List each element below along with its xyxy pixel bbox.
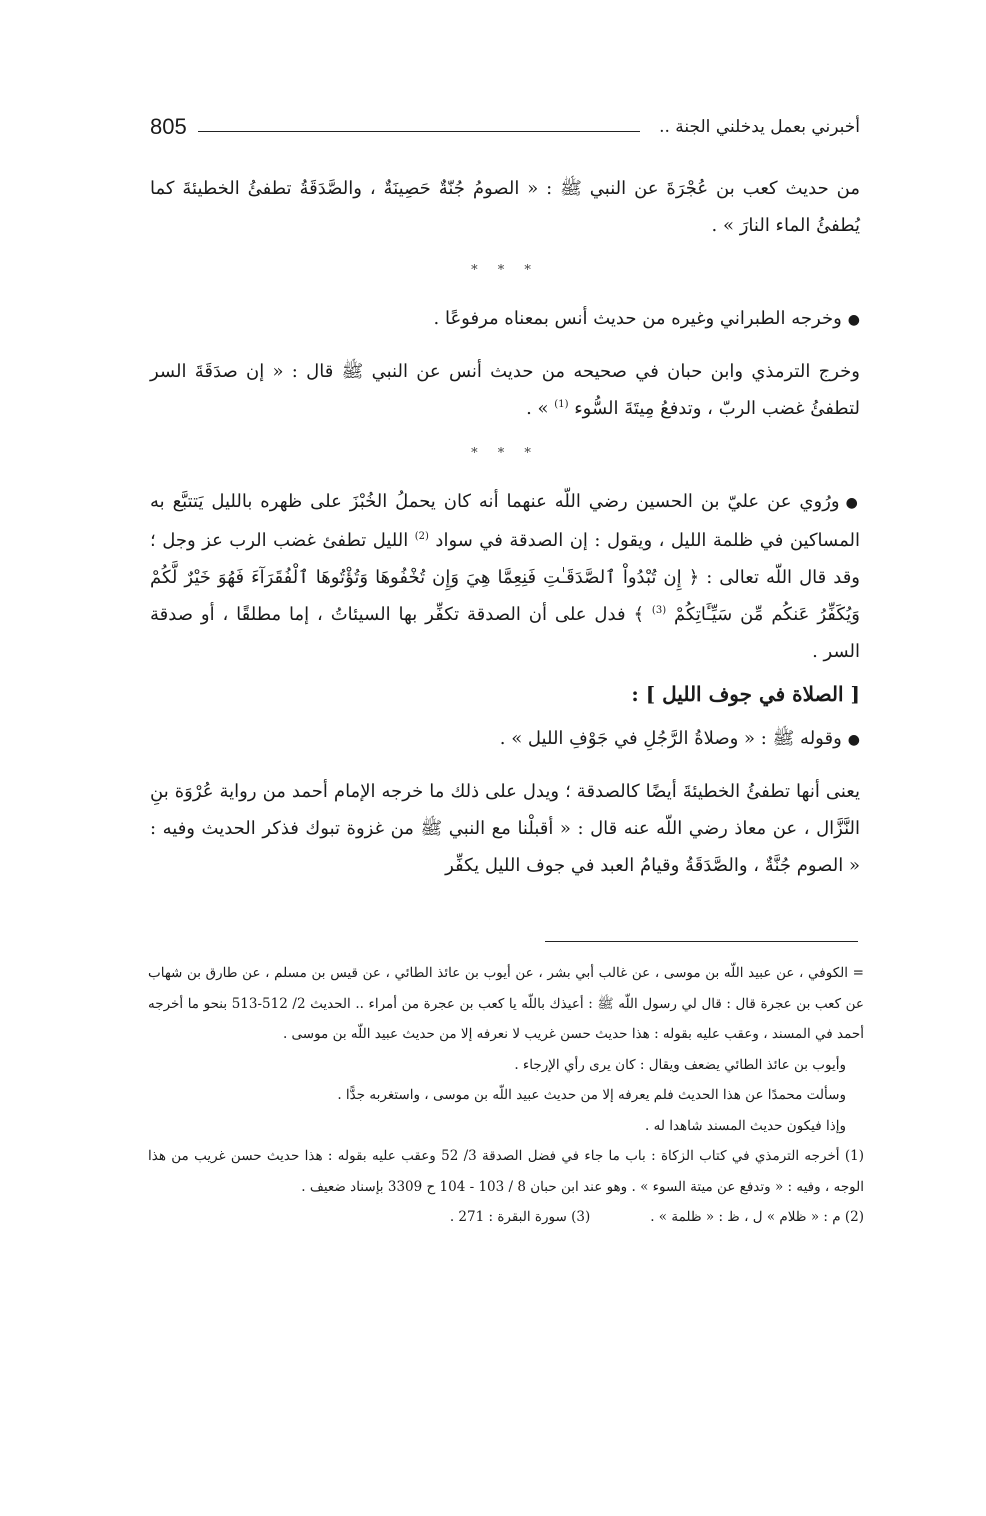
page-number: 805 [150,114,187,139]
page-header [150,112,860,142]
footnote-continuation: = الكوفي ، عن عبيد اللّه بن موسى ، عن غالب أبي بشر ، عن أيوب بن عائذ الطائي ، عن قيس بن مسلم ، عن طارق بن شهاب عن كعب بن عجرة قال : قال لي رسول اللّه ﷺ : أعيذك باللّه يا كعب بن عجرة من أمراء .. الحديث 2/ 512-513 بنحو ما أخرجه أحمد في المسند ، وعقب عليه بقوله : هذا حديث حسن غريب لا نعرفه إلا من حديث عبيد اللّه بن موسى . [148,965,864,1042]
footnote-continuation-4: وإذا فيكون حديث المسند شاهدا له . [645,1117,846,1134]
running-title: أخبرني بعمل يدخلني الجنة .. [659,117,860,137]
footnote-1: (1) أخرجه الترمذي في كتاب الزكاة : باب ما جاء في فضل الصدقة 3/ 52 وعقب عليه بقوله : هذا حديث حسن غريب من هذا الوجه ، وفيه : « وتدفع عن ميتة السوء » . وهو عند ابن حبان 8 / 103 - 104 ح 3309 بإسناد ضعيف . [148,1148,864,1195]
paragraph-5 [150,720,860,759]
paragraph-3-text-b: » . [526,398,549,419]
footnote-row [148,1202,864,1233]
footnote-rule [545,941,858,942]
bullet-icon: ● [847,312,860,328]
paragraph-3-text-a: وخرج الترمذي وابن حبان في صحيحه من حديث أنس عن النبي ﷺ قال : « إن صدَقَةَ السر لتطفئُ غضب الربّ ، وتدفعُ مِيتَةَ السُّوء [150,361,860,419]
paragraph-4-text-c: ﴾ فدل على أن الصدقة تكفِّر بها السيئاتُ ، إما مطلقًا ، أو صدقة السر . [150,604,860,662]
paragraph-5-text: وقوله ﷺ : « وصلاةُ الرَّجُلِ في جَوْفِ الليل » . [499,728,842,749]
footnote-continuation-2: وأيوب بن عائذ الطائي يضعف ويقال : كان يرى رأي الإرجاء . [514,1056,846,1073]
bullet-icon: ● [847,732,860,748]
header-rule [198,131,640,132]
paragraph-4-text-a: ورُوي عن عليّ بن الحسين رضي اللّه عنهما أنه كان يحملُ الخُبْزَ على ظهره بالليل يَتتبَّع به المساكين في ظلمة الليل ، ويقول : إن الصدقة في سواد [150,491,860,551]
section-separator-2: * * * [471,446,539,461]
main-text [150,170,860,884]
paragraph-2 [150,300,860,339]
paragraph-2-text: وخرجه الطبراني وغيره من حديث أنس بمعناه مرفوعًا . [433,308,842,329]
footnotes [148,958,864,1233]
paragraph-3 [150,353,860,427]
footnote-ref-3[interactable]: (3) [651,605,667,616]
footnote-3: (3) سورة البقرة : 271 . [449,1209,591,1225]
section-heading: [ الصلاة في جوف الليل ] : [631,682,860,706]
footnote-ref-2[interactable]: (2) [414,531,429,542]
paragraph-1: من حديث كعب بن عُجْرَةَ عن النبي ﷺ : « الصومُ جُنّةٌ حَصِينَةٌ ، والصَّدَقَةُ تطفئُ الخطيئةَ كما يُطفئُ الماء النارَ » . [150,178,860,236]
paragraph-4 [150,483,860,670]
paragraph-6: يعنى أنها تطفئُ الخطيئةَ أيضًا كالصدقة ؛ ويدل على ذلك ما خرجه الإمام أحمد من رواية عُرْوَة بنِ النَّزَّال ، عن معاذ رضي اللّه عنه قال : « أقبلْنا مع النبي ﷺ من غزوة تبوك فذكر الحديث وفيه : « الصوم جُنَّةٌ ، والصَّدَقَةُ وقيامُ العبد في جوف الليل يكفِّر [150,781,860,876]
footnote-continuation-3: وسألت محمدًا عن هذا الحديث فلم يعرفه إلا من حديث عبيد اللّه بن موسى ، واستغربه جدًّا . [337,1087,846,1103]
paragraph-4-text-b: الليل تطفئ غضب الرب عز وجل ؛ وقد قال اللّه تعالى : ﴿ إِن تُبْدُواْ ٱلصَّدَقَـٰتِ فَنِعِمَّا هِيَ وَإِن تُخْفُوهَا وَتُؤْتُوهَا ٱلْفُقَرَآءَ فَهُوَ خَيْرٌ لَّكُمْ وَيُكَفِّرُ عَنكُم مِّن سَيِّـَٔاتِكُمْ [150,530,860,625]
footnote-2: (2) م : « ظلام » ل ، ظ : « ظلمة » . [650,1209,864,1225]
section-separator: * * * [471,263,539,278]
bullet-icon: ● [845,495,860,511]
footnote-ref-1[interactable]: (1) [554,399,569,410]
